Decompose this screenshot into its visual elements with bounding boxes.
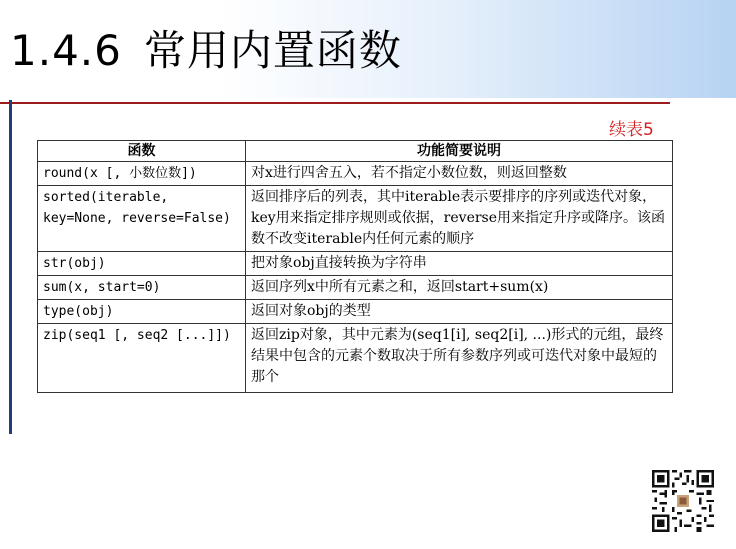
table-row xyxy=(38,276,673,300)
function-signature: sorted(iterable, key=None, reverse=False) xyxy=(38,186,246,252)
left-accent-bar xyxy=(9,100,12,434)
table-row xyxy=(38,324,673,393)
function-description: 返回对象obj的类型 xyxy=(246,300,673,324)
function-description: 返回排序后的列表，其中iterable表示要排序的序列或迭代对象，key用来指定排序规则或依据，reverse用来指定升序或降序。该函数不改变iterable内任何元素的顺序 xyxy=(246,186,673,252)
table-row xyxy=(38,252,673,276)
title-divider xyxy=(0,102,670,104)
slide-title xyxy=(10,18,402,78)
table-header-row xyxy=(38,141,673,162)
function-signature: type(obj) xyxy=(38,300,246,324)
table-row xyxy=(38,162,673,186)
column-header-function: 函数 xyxy=(38,141,246,162)
function-signature: zip(seq1 [, seq2 [...]]) xyxy=(38,324,246,393)
function-description: 对x进行四舍五入，若不指定小数位数，则返回整数 xyxy=(246,162,673,186)
table-row xyxy=(38,186,673,252)
function-signature: sum(x, start=0) xyxy=(38,276,246,300)
section-number: 1.4.6 xyxy=(10,26,122,75)
function-description: 返回序列x中所有元素之和，返回start+sum(x) xyxy=(246,276,673,300)
function-signature: round(x [, 小数位数]) xyxy=(38,162,246,186)
title-text: 常用内置函数 xyxy=(143,26,402,75)
function-description: 返回zip对象，其中元素为(seq1[i], seq2[i], ...)形式的元组，最终结果中包含的元素个数取决于所有参数序列或可迭代对象中最短的那个 xyxy=(246,324,673,393)
table-caption: 续表5 xyxy=(609,120,654,140)
column-header-description: 功能简要说明 xyxy=(246,141,673,162)
function-description: 把对象obj直接转换为字符串 xyxy=(246,252,673,276)
function-signature: str(obj) xyxy=(38,252,246,276)
table-row xyxy=(38,300,673,324)
function-table xyxy=(37,140,673,393)
qr-code-icon xyxy=(652,470,714,532)
